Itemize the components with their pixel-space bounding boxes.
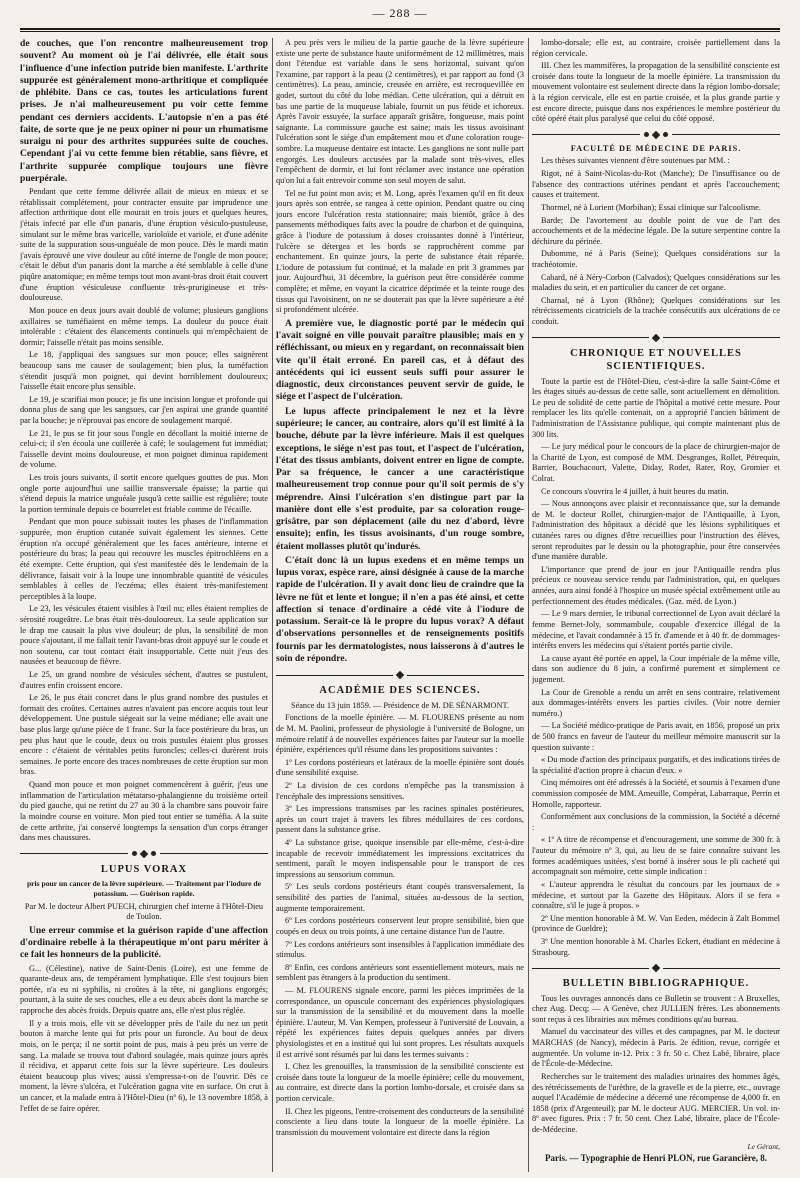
section-title-chronicle: CHRONIQUE ET NOUVELLES SCIENTIFIQUES. <box>570 347 742 373</box>
thesis-entry: Barde; De l'avortement au double point de vue de l'art des accouchements et de la médecine légale. De la suture serpentine contre la déchirure du périnée. <box>532 215 780 246</box>
thesis-entry: Cabard, né à Néry-Corbon (Calvados); Quelques considérations sur les maladies du sein, et en particulier du cancer de cet organe. <box>532 272 780 293</box>
paragraph: 3º Les impressions transmises par les racines spinales postérieures, après un court trajet à travers les fibres médullaires de ces cordons, passent dans la substance grise. <box>276 804 524 835</box>
section-ornament <box>532 130 780 140</box>
paragraph: A peu près vers le milieu de la partie gauche de la lèvre supérieure existe une perte de substance haute uniformément de 12 millimètres, mais dont l'étendue est variable dans le sens horizontal, suivant qu'on l'examine, par rapport à la peau (2 centimètres), et par rapport au fond (3 centimètres). La peau, amincie, creusée en arrière, est recroquevillée en godet, surtout du côté du lobe médian. Cette ulcération, qui a détruit en bas une partie de la muqueuse labiale, fournit un pus fétide et ichoreux. Après l'avoir essuyée, la surface apparaît grisâtre, fongueuse, mais point saignante. La commissure gauche est saine; mais les tissus avoisinant l'ulcération sont le siége d'un empâtement mou et d'une coloration rouge-sombre. La muqueuse dentaire est intacte. Les ganglions ne sont nulle part engorgés. Les douleurs accusées par la malade sont très-vives, elles l'empêchent de dormir, et lui font réclamer avec instance une opération qu'on lui a fait entrevoir comme son seul moyen de salut. <box>276 38 524 185</box>
column-3 <box>532 38 780 1172</box>
thesis-entry: Rigot, né à Saint-Nicolas-du-Rot (Manche); De l'insuffisance ou de l'absence des contractions utérines pendant et après l'accouchement; causes et traitement. <box>532 169 780 200</box>
paragraph: III. Chez les mammifères, la propagation de la sensibilité consciente est croisée dans toute la longueur de la moelle épinière. La transmission du mouvement volontaire est seulement directe dans la région lombo-dorsale; à la région cervicale, elle est en partie croisée, et la plus grande partie y est encore directe, puisque dans nos expériences le membre postérieur du côté opéré était plus paralysé que celui du côté opposé. <box>532 61 780 124</box>
paragraph: 8º Enfin, ces cordons antérieurs sont essentiellement moteurs, mais ne semblent pas étrangers à la production du sentiment. <box>276 962 524 983</box>
paragraph: 6º Les cordons postérieurs conservent leur propre sensibilité, bien que coupés en deux ou trois points, à une certaine distance l'un de l'autre. <box>276 916 524 936</box>
paragraph: Le 21, le pus se fit jour sous l'ongle en décollant la moitié interne de celui-ci; il s'en écoula une cuillerée à café; le soulagement fut immédiat; l'aisselle devint moins douloureuse, et mon poignet diminua rapidement de volume. <box>20 428 268 470</box>
lupus-lead: Une erreur commise et la guérison rapide d'une affection d'ordinaire rebelle à la thérapeutique m'ont paru mériter à ce fait les honneurs de la publicité. <box>20 924 268 961</box>
paragraph: Le 23, les vésicules étaient visibles à l'œil nu; elles étaient remplies de sérosité rougeâtre. Le bras était très-douloureux. La seule application sur le drap me causait la plus vive douleur; de plus, la sensibilité de mon pouce s'ajoutant, il me fallait tenir l'avant-bras droit appuyé sur le coude et non soutenu, car tout contact était insupportable. Cette nuit j'eus des nausées et beaucoup de fièvre. <box>20 604 268 667</box>
bulletin-paragraphs <box>532 994 780 1136</box>
paragraph: Pendant que mon pouce subissait toutes les phases de l'inflammation suppurée, mon éruption cutanée suivait également les siennes. Cette éruption n'a occupé généralement que les faces antérieure, interne et postérieure du bras; la peau qui recouvre les muscles épitrochléens en a été exempte. Cette éruption, qui s'est manifestée dès le lendemain de la délivrance, faisait voir à la loupe une innombrable quantité de vésicules semblables à celles de l'eczéma; elles étaient très-manifestement perceptibles à la loupe. <box>20 517 268 601</box>
paragraph: — Le jury médical pour le concours de la place de chirurgien-major de la Charité de Lyon, est composé de MM. Desgranges, Rollet, Pétrequin, Barrier, Bouchacourt, Valette, Diday, Rodet, Rater, Roy, Gromier et Colrat. <box>532 442 780 483</box>
section-title-lupus: LUPUS VORAX <box>100 863 188 875</box>
faculty-paragraphs <box>532 156 780 327</box>
paragraph: « L'auteur apprendra le résultat du concours par les journaux de » médecine, et surtout par la Gazette des Hôpitaux. Alors il se fera » connaître, s'il le juge à propos. » <box>532 879 780 911</box>
lupus-description <box>276 38 524 316</box>
bold-paragraph: A première vue, le diagnostic porté par le médecin qui l'avait soigné en ville pouvait paraître plausible; mais en y réfléchissant, ou mieux en y regardant, on reconnaissait bien vite qu'il était erroné. En pareil cas, et à défaut des antécédents qui ici eussent seuls suffi pour assurer le diagnostic, deux circonstances peuvent servir de guide, le siége et l'aspect de l'ulcération. <box>276 317 524 403</box>
paragraph: La Cour de Grenoble a rendu un arrêt en sens contraire, relativement aux dommages-intérêts envers les parties civiles. (Voir notre dernier numéro.) <box>532 687 780 718</box>
paragraph: Fonctions de la moelle épinière. — M. FLOURENS présente au nom de M. M. Paolini, professeur de physiologie à l'université de Bologne, un mémoire relatif à de nouvelles expériences faites par l'auteur sur la moelle épinière, expériences qu'il résume dans les propositions suivantes : <box>276 713 524 755</box>
paragraph: Cinq mémoires ont été adressés à la Société, et soumis à l'examen d'une commission composée de MM. Ameuille, Compérat, Labarraque, Perrin et Homolle, rapporteur. <box>532 778 780 809</box>
column-divider <box>272 38 273 1172</box>
paragraph: L'importance que prend de jour en jour l'Antiquaille rendra plus précieux ce nouveau service rendu par l'administration, qui, en quelques années, aura ainsi fondé à l'hospice un musée spécial extrêmement utile au perfectionnement des études médicales. (Gaz. méd. de Lyon.) <box>532 564 780 606</box>
academy-paragraphs <box>276 713 524 1138</box>
thesis-entry: Les thèses suivantes viennent d'être soutenues par MM. : <box>541 156 730 166</box>
section-ornament <box>276 670 524 680</box>
paragraph: — Nous annonçons avec plaisir et reconnaissance que, sur la demande de M. le docteur Rollet, chirurgien-major de l'Antiquaille, à Lyon, l'administration des hôpitaux a décidé que les lésions syphilitiques et cutanées rares ou dignes d'être recueillies pour l'instruction des élèves, seront reproduites par le dessin ou la photographie, pour être conservées d'une manière durable. <box>532 499 780 562</box>
bibliography-entry: Manuel du vaccinateur des villes et des campagnes, par M. le docteur MARCHAS (de Nancy), médecin à Paris. 2e édition, revue, corrigée et augmentée. Un volume in-12. Prix : 3 fr. 50 c. Chez Labé, libraire, place de l'École-de-Médecine. <box>532 1027 780 1069</box>
paragraph: 4º La substance grise, quoique insensible par elle-même, c'est-à-dire incapable de recevoir immédiatement les impressions excitatrices du sentiment, paraît le moyen indispensable pour le transport de ces impressions au sensorium commun. <box>276 838 524 879</box>
thesis-entry: Dubomme, né à Paris (Seine); Quelques considérations sur la trachéotomie. <box>532 249 780 269</box>
paragraph: 1º Les cordons postérieurs et latéraux de la moelle épinière sont doués d'une sensibilité exquise. <box>276 757 524 778</box>
session-line: Séance du 13 juin 1859. — Présidence de M. DE SÉNARMONT. <box>290 700 510 710</box>
bibliography-entry: Tous les ouvrages annoncés dans ce Bulletin se trouvent : A Bruxelles, chez Aug. Decq; — A Genève, chez JULLIEN frères. Les abonnements sont reçus à ces librairies aux mêmes conditions qu'au bureau. <box>532 993 780 1024</box>
section-ornament <box>532 963 780 973</box>
paragraph: 5º Les seuls cordons postérieurs étant coupés transversalement, la sensibilité des parties de l'animal, situées au-dessous de la section, augmente temporairement. <box>276 882 524 913</box>
paragraph: Toute la partie est de l'Hôtel-Dieu, c'est-à-dire la salle Saint-Côme et les étages situés au-dessus de cette salle, sont actuellement en démolition. Le peu de solidité de cette partie de l'hôpital a motivé cette mesure. Pour remplacer les lits qu'elle contenait, on a approprié l'ancien bâtiment de l'administration de l'Assistance publique, qui compte maintenant plus de 300 lits. <box>532 376 780 439</box>
paragraph: G... (Célestine), native de Saint-Denis (Loire), est une femme de quarante-deux ans, de tempérament lymphatique. Elle s'est toujours bien portée, n'a eu ni syphilis, ni croûtes à la tête, ni ganglions engorgés; pourtant, à la suite de ses couches, elle a eu deux abcès dont la marche se rapproche des abcès froids. Depuis quatre ans, elle n'est plus réglée. <box>20 963 268 1016</box>
paragraph: Tel ne fut point mon avis; et M. Long, après l'examen qu'il en fit deux jours après son entrée, se rangea à cette opinion. Pendant quatre ou cinq jours encore l'ulcération resta stationnaire; mais bientôt, grâce à des pansements méthodiques faits avec la poudre de charbon et de quinquina, grâce à l'iodure de potassium à doses croissantes donné à l'intérieur, l'ulcère se détergea et les bords se rapprochèrent comme par enchantement. En quinze jours, la perte de substance était réparée. L'iodure de potassium fut continué, et la malade en prit 3 grammes par jour. Aujourd'hui, 31 décembre, la guérison peut être considérée comme complète; et même, en voyant la cicatrice déprimée et la teinte rouge des tissus qui l'avoisinent, on ne se douterait pas que la lèvre supérieure a été si profondément ulcérée. <box>276 188 524 315</box>
bold-paragraph: C'était donc là un lupus exedens et en même temps un lupus vorax, espèce rare, ainsi désignée à cause de la marche rapide de l'ulcération. Il y avait donc lieu de craindre que la lèvre ne fût et lente et longue; il n'en a pas été ainsi, et cette affection si tenace d'ordinaire a cédé vite à l'iodure de potassium. Serait-ce là le propre du lupus vorax? A défaut d'observations personnelles et de renseignements positifs fournis par les dermatologistes, nous laisserons à d'autres le soin de répondre. <box>276 554 524 665</box>
bibliography-entry: Recherches sur le traitement des maladies urinaires des hommes âgés, des rétrécissements de l'urèthre, de la gravelle et de la pierre, etc., ouvrage auquel l'Académie de médecine a décerné une récompense de 4,000 fr. en 1858 (prix d'Argenteuil); par M. le docteur AUG. MERCIER. Un vol. in-8º avec figures. Prix : 7 fr. 50 cent. Chez Labé, libraire, place de l'École-de-Médecine. <box>532 1071 780 1134</box>
paragraph: Le 26, le pus était concret dans le plus grand nombre des pustules et formait des croûtes. Certaines autres n'avaient pas encore acquis tout leur développement. Une pustule siégeait sur la veine médiane; elle avait une base plus large qu'une pièce de 1 franc. Sur la face postérieure du bras, un peu plus haut que le coude, deux ou trois pustules étaient plus grosses encore : c'étaient de véritables petits furoncles; celles-ci durèrent trois semaines. Je porte encore des traces nombreuses de cette éruption sur mon bras. <box>20 693 268 777</box>
article-paragraphs <box>20 187 268 844</box>
section-subtitle-lupus: pris pour un cancer de la lèvre supérieure. — Traitement par l'iodure de potassium. — Guérison rapide. <box>26 879 262 898</box>
academy-continuation <box>532 38 780 125</box>
intro-paragraph: de couches, que l'on rencontre malheureusement trop souvent? Au moment où je l'ai délivrée, elle était sous l'influence d'une infection putride bien manifeste. L'arthrite suppurée est généralement mono-arthritique et compliquée de phlébite. Dans ce cas, toutes les articulations furent prises. Je n'ai malheureusement pu voir cette femme pendant ces derniers accidents. L'autopsie n'en a pas été faite, de sorte que je ne peux opiner ni pour un rhumatisme suraigu ni pour des arthrites suppurées suite de couches. Cependant j'ai vu cette femme bien rétablie, sans fièvre, et l'arthrite suppurée complique toujours une fièvre puerpérale. <box>20 38 268 184</box>
section-title-bulletin: BULLETIN BIBLIOGRAPHIQUE. <box>562 978 750 990</box>
section-ornament <box>20 849 268 859</box>
paragraph: — La Société médico-pratique de Paris avait, en 1856, proposé un prix de 500 francs en faveur de l'auteur du meilleur mémoire manuscrit sur la question suivante : <box>532 721 780 752</box>
paragraph: « 1º A titre de récompense et d'encouragement, une somme de 300 fr. à l'auteur du mémoire nº 3, qui, au lieu de se faire connaître suivant les formes académiques usitées, s'est borné à insérer sous le pli cacheté qui accompagnait son mémoire, cette simple indication : <box>532 835 780 877</box>
paragraph: Il y a trois mois, elle vit se développer près de l'aile du nez un petit bouton à marche lente qui fut pris pour un furoncle. Au bout de deux mois, on le perça; il ne sortit point de pus, mais à peu près un verre de sang. La malade se trouva tout d'abord soulagée, mais quinze jours après il récidiva, et apparut cette fois sur la lèvre supérieure. Les douleurs étaient beaucoup plus vives; aussi s'empressa-t-on de l'ouvrir. Dès ce moment, la lèvre s'ulcéra, et l'ulcération gagna vite en surface. On crut à un cancer, et la malade entra à l'Hôtel-Dieu (nº 6), le 13 novembre 1858, à l'effet de se faire opérer. <box>20 1018 268 1113</box>
article-author: Par M. le docteur Albert PUECH, chirurgien chef interne à l'Hôtel-Dieu de Toulon. <box>24 901 264 922</box>
paragraph: « Du mode d'action des principaux purgatifs, et des indications tirées de la spécialité d'action propre à chacun d'eux. » <box>532 755 780 775</box>
paragraph: Conformément aux conclusions de la commission, la Société a décerné : <box>532 812 780 832</box>
paragraph: Pendant que cette femme délivrée allait de mieux en mieux et se rétablissait complétement, pour contracter ensuite par imprudence une affection arthritique dont elle mourait en trois jours et quelques heures, j'étais infecté par elle d'un panaris, d'une éruption vésiculo-pustuleuse, simulant sur le même bras varicelle, varioloïde et variole, et d'une adénite suite de la suppuration sous-unguéale de mon pouce. Dès le mardi matin j'avais éprouvé une vive douleur au côté interne de l'ongle de mon pouce; c'était le début d'un panaris dont la marche a été semblable à celle d'une piqûre anatomique; en même temps tout mon avant-bras droit était couvert d'une éruption vésiculeuse confluente très-prurigineuse et très-douloureuse. <box>20 187 268 303</box>
thesis-entry: Charnal, né à Lyon (Rhône); Quelques considérations sur les rétrécissements cicatriciels de la trachée consécutifs aux ulcérations de ce conduit. <box>532 295 780 327</box>
paragraph: Ce concours s'ouvrira le 4 juillet, à huit heures du matin. <box>541 486 729 496</box>
lupus-paragraphs <box>20 964 268 1115</box>
chronicle-paragraphs <box>532 377 780 959</box>
paragraph: Les trois jours suivants, il sortit encore quelques gouttes de pus. Mon ongle porte aujourd'hui une saillie transversale épaisse; la partie qui s'étend depuis la matrice unguéale jusqu'à cette saillie est régulière; toute la portion terminale depuis ce bourrelet est friable comme de l'écaille. <box>20 473 268 514</box>
column-divider <box>528 38 529 1172</box>
lupus-diagnosis <box>276 318 524 665</box>
paragraph: Le 25, un grand nombre de vésicules séchent, d'autres se pustulent, d'autres enfin croissent encore. <box>20 670 268 690</box>
paragraph: II. Chez les pigeons, l'entre-croisement des conducteurs de la sensibilité consciente a lieu dans toute la longueur de la moelle épinière. La transmission du mouvement volontaire est directe dans la région <box>276 1106 524 1137</box>
paragraph: — Le 9 mars dernier, le tribunal correctionnel de Lyon avait déclaré la femme Bernet-Joly, sommambule, coupable d'exercice illégal de la médecine, et l'avait condamnée à 15 fr. d'amende et à 40 fr. de dommages-intérêts envers les médecins qui s'étaient portés partie civile. <box>532 609 780 651</box>
column-2 <box>276 38 524 1172</box>
paragraph: Le 19, je scarifiai mon pouce; je fis une incision longue et profonde qui donna plus de sang que les sangsues, car j'en aspirai une grande quantité par la bouche; je n'éprouvai pas encore de soulagement marqué. <box>20 394 268 425</box>
paragraph: lombo-dorsale; elle est, au contraire, croisée partiellement dans la région cervicale. <box>532 38 780 58</box>
paragraph: Le 18, j'appliquai des sangsues sur mon pouce; elles saignèrent beaucoup sans me causer de soulagement; bien plus, la tuméfaction s'étendit jusqu'à mon poignet, qui devint horriblement douloureux; l'aisselle était encore plus sensible. <box>20 350 268 392</box>
paragraph: 7º Les cordons antérieurs sont insensibles à l'application immédiate des stimulus. <box>276 939 524 960</box>
thesis-entry: Thormel, né à Lorient (Morbihan); Essai clinique sur l'alcoolisme. <box>541 202 761 212</box>
paragraph: 2º La division de ces cordons n'empêche pas la transmission à l'encéphale des impressions sensitives. <box>276 780 524 801</box>
section-title-faculty: FACULTÉ DE MÉDECINE DE PARIS. <box>570 143 742 153</box>
paragraph: 2º Une mention honorable à M. W. Van Eeden, médecin à Zalt Bommel (province de Gueldre); <box>532 913 780 934</box>
column-1 <box>20 38 268 1172</box>
gerant-signature: Le Gérant, <box>747 1141 780 1151</box>
header-rule-thin <box>20 31 780 32</box>
header-rule <box>20 28 780 30</box>
paragraph: La cause ayant été portée en appel, la Cour impériale de la même ville, dans son audience du 8 juin, a confirmé purement et simplement ce jugement. <box>532 653 780 684</box>
paragraph: Mon pouce en deux jours avait doublé de volume; plusieurs ganglions axillaires se tuméfiaient en même temps. La douleur du pouce était intolérable : c'étaient des élancements continuels qui m'empêchaient de dormir; l'aisselle n'était pas moins sensible. <box>20 305 268 347</box>
paragraph: — M. FLOURENS signale encore, parmi les pièces imprimées de la correspondance, un opuscule concernant des expériences physiologiques sur la transmission de la sensibilité et du mouvement dans la moelle épinière. L'auteur, M. Van Kempen, professeur à l'université de Louvain, a répété les expériences faites depuis quelques années par divers physiologistes et en a institué qui lui sont propres. Les résultats auxquels il est arrivé sont résumés par lui dans les termes suivants : <box>276 985 524 1059</box>
bold-paragraph: Le lupus affecte principalement le nez et la lèvre supérieure; le cancer, au contraire, alors qu'il est limité à la bouche, débute par la lèvre inférieure. Mais il est quelques exceptions, le siége n'est pas tout, et l'aspect de l'ulcération, l'état des tissus ambiants, doivent entrer en ligne de compte. Par sa fréquence, le cancer a une caractéristique malheureusement trop connue pour qu'il soit permis de s'y méprendre. Ainsi l'ulcération s'en distingue part par la manière dont elle s'est produite, par sa coloration rouge-grisâtre, par son déplacement (aile du nez d'abord, lèvre ensuite); enfin, les tissus avoisinants, d'un rouge sombre, étaient mollasses plutôt qu'indurés. <box>276 405 524 552</box>
page-number: — 288 — <box>372 6 428 20</box>
printer-line: Paris. — Typographie de Henri PLON, rue Garancière, 8. <box>545 1153 767 1164</box>
paragraph: 3º Une mention honorable à M. Charles Eckert, étudiant en médecine à Strasbourg. <box>532 936 780 957</box>
paragraph: Quand mon pouce et mon poignet commencèrent à guérir, j'eus une inflammation de l'articulation métatarso-phalangienne du troisième orteil du pied gauche, qui ne retint du 27 au 30 à la chambre sans pouvoir faire la moindre course en voiture. Mon pied tout entier se tuméfia. A la suite de cette arthrite, j'ai conservé longtemps la sensation d'un corps étranger dans mes chaussures. <box>20 780 268 843</box>
section-ornament <box>532 333 780 343</box>
paragraph: I. Chez les grenouilles, la transmission de la sensibilité consciente est croisée dans toute la longueur de la moelle épinière; celle du mouvement, au contraire, est directe dans la portion lombo-dorsale, et croisée dans sa portion cervicale. <box>276 1062 524 1104</box>
section-title-academy: ACADÉMIE DES SCIENCES. <box>319 685 481 697</box>
